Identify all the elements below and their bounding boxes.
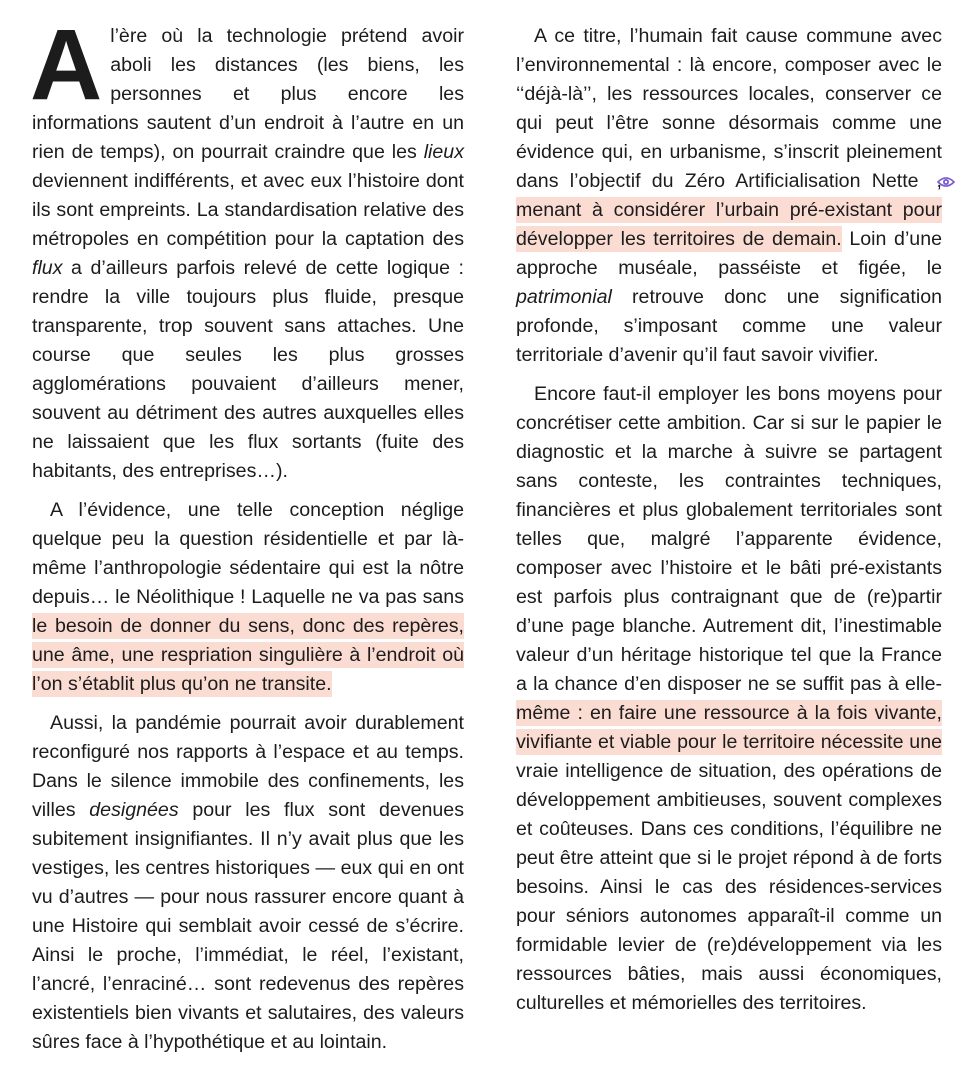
paragraph-1 — [30, 9, 464, 486]
highlighted-passage: même : en faire une ressource à la fois vivante, vivifiante et viable pour le territoire nécessite une — [516, 702, 942, 753]
paragraph-4 — [516, 22, 942, 370]
paragraph-text: , — [936, 170, 942, 192]
paragraph-text: pour les flux sont devenues subitement insignifiantes. Il n’y avait plus que les vestiges, les centres historiques — eux qui en ont vu d’autres — pour nous rassurer encore quant à une Histoire qui semblait avoir cessé de s’écrire. Ainsi le proche, l’immédiat, le réel, l’existant, l’ancré, l’enraciné… sont redevenus des repères existentiels bien vivants et salutaires, des valeurs sûres face à l’hypothétique et au lointain. — [32, 799, 465, 1053]
paragraph-3 — [32, 709, 464, 1057]
emphasis-designees: designées — [89, 799, 179, 821]
paragraph-text: A l’évidence, une telle conception néglige quelque peu la question résidentielle et par là-même l’anthropologie sédentaire qui est la nôtre depuis… le Néolithique ! Laquelle ne va pas sans — [32, 499, 464, 608]
right-column — [516, 22, 942, 1028]
emphasis-flux: flux — [32, 257, 63, 279]
paragraph-text: l’ère où la technologie prétend avoir aboli les distances (les biens, les personnes et plus encore les informations sautent d’un endroit à l’autre en un rien de temps), on pourrait craindre que les — [32, 25, 464, 163]
drop-cap: A — [30, 9, 103, 121]
paragraph-text: Aussi, la pandémie pourrait avoir durablement reconfiguré nos rapports à l’espace et au temps. Dans le silence immobile des confinements, les villes — [32, 712, 464, 821]
emphasis-patrimonial: patrimonial — [516, 286, 612, 308]
paragraph-text: A ce titre, l’humain fait cause commune avec l’environnemental : là encore, composer avec le ‘‘déjà-là’’, les ressources locales, conserver ce qui peut l’être sonne désormais comme une évidence qui, en urbanisme, s’inscrit pleinement dans l’objectif du Zéro Artificialisation Nette — [516, 25, 942, 192]
highlighted-passage: le besoin de donner du sens, donc des repères, une âme, une respriation singulière à l’endroit où l’on s’établit plus qu’on ne transite. — [32, 615, 464, 695]
paragraph-text: deviennent indifférents, et avec eux l’histoire dont ils sont empreints. La standardisation relative des métropoles en compétition pour la captation des — [32, 170, 464, 250]
paragraph-text: a d’ailleurs parfois relevé de cette logique : rendre la ville toujours plus fluide, presque transparente, trop souvent sans attaches. Une course que seules les plus grosses agglomérations pouvaient d’ailleurs mener, souvent au détriment des autres auxquelles elles ne laissaient que les flux sortants (fuite des habitants, des entreprises…). — [32, 257, 464, 482]
paragraph-text: retrouve donc une signification profonde, s’imposant comme une valeur territoriale d’avenir qu’il faut savoir vivifier. — [516, 286, 942, 366]
paragraph-text: vraie intelligence de situation, des opérations de développement ambitieuses, souvent complexes et coûteuses. Dans ces conditions, l’équilibre ne peut être atteint que si le projet répond à de forts besoins. Ainsi le cas des résidences-services pour séniors autonomes apparaît-il comme un formidable levier de (re)développement via les ressources bâties, mais aussi économiques, culturelles et mémorielles des territoires. — [516, 760, 942, 1014]
emphasis-lieux: lieux — [423, 141, 464, 163]
paragraph-text: Loin d’une approche muséale, passéiste et figée, le — [516, 228, 943, 279]
left-column — [30, 9, 465, 1067]
highlighted-passage: menant à considérer l’urbain pré-existant pour développer les territoires de demain. — [516, 199, 942, 250]
paragraph-2 — [32, 496, 464, 699]
paragraph-5 — [516, 380, 942, 1018]
eye-icon[interactable] — [919, 168, 937, 180]
paragraph-text: Encore faut-il employer les bons moyens pour concrétiser cette ambition. Car si sur le papier le diagnostic et la marche à suivre se partagent sans conteste, les contraintes techniques, financières et plus globalement territoriales sont telles que, malgré l’apparente évidence, composer avec l’histoire et le bâti pré-existants est parfois plus contraignant que de (re)partir d’une page blanche. Autrement dit, l’inestimable valeur d’un héritage historique tel que la France a la chance d’en disposer ne se suffit pas à elle- — [516, 383, 942, 695]
